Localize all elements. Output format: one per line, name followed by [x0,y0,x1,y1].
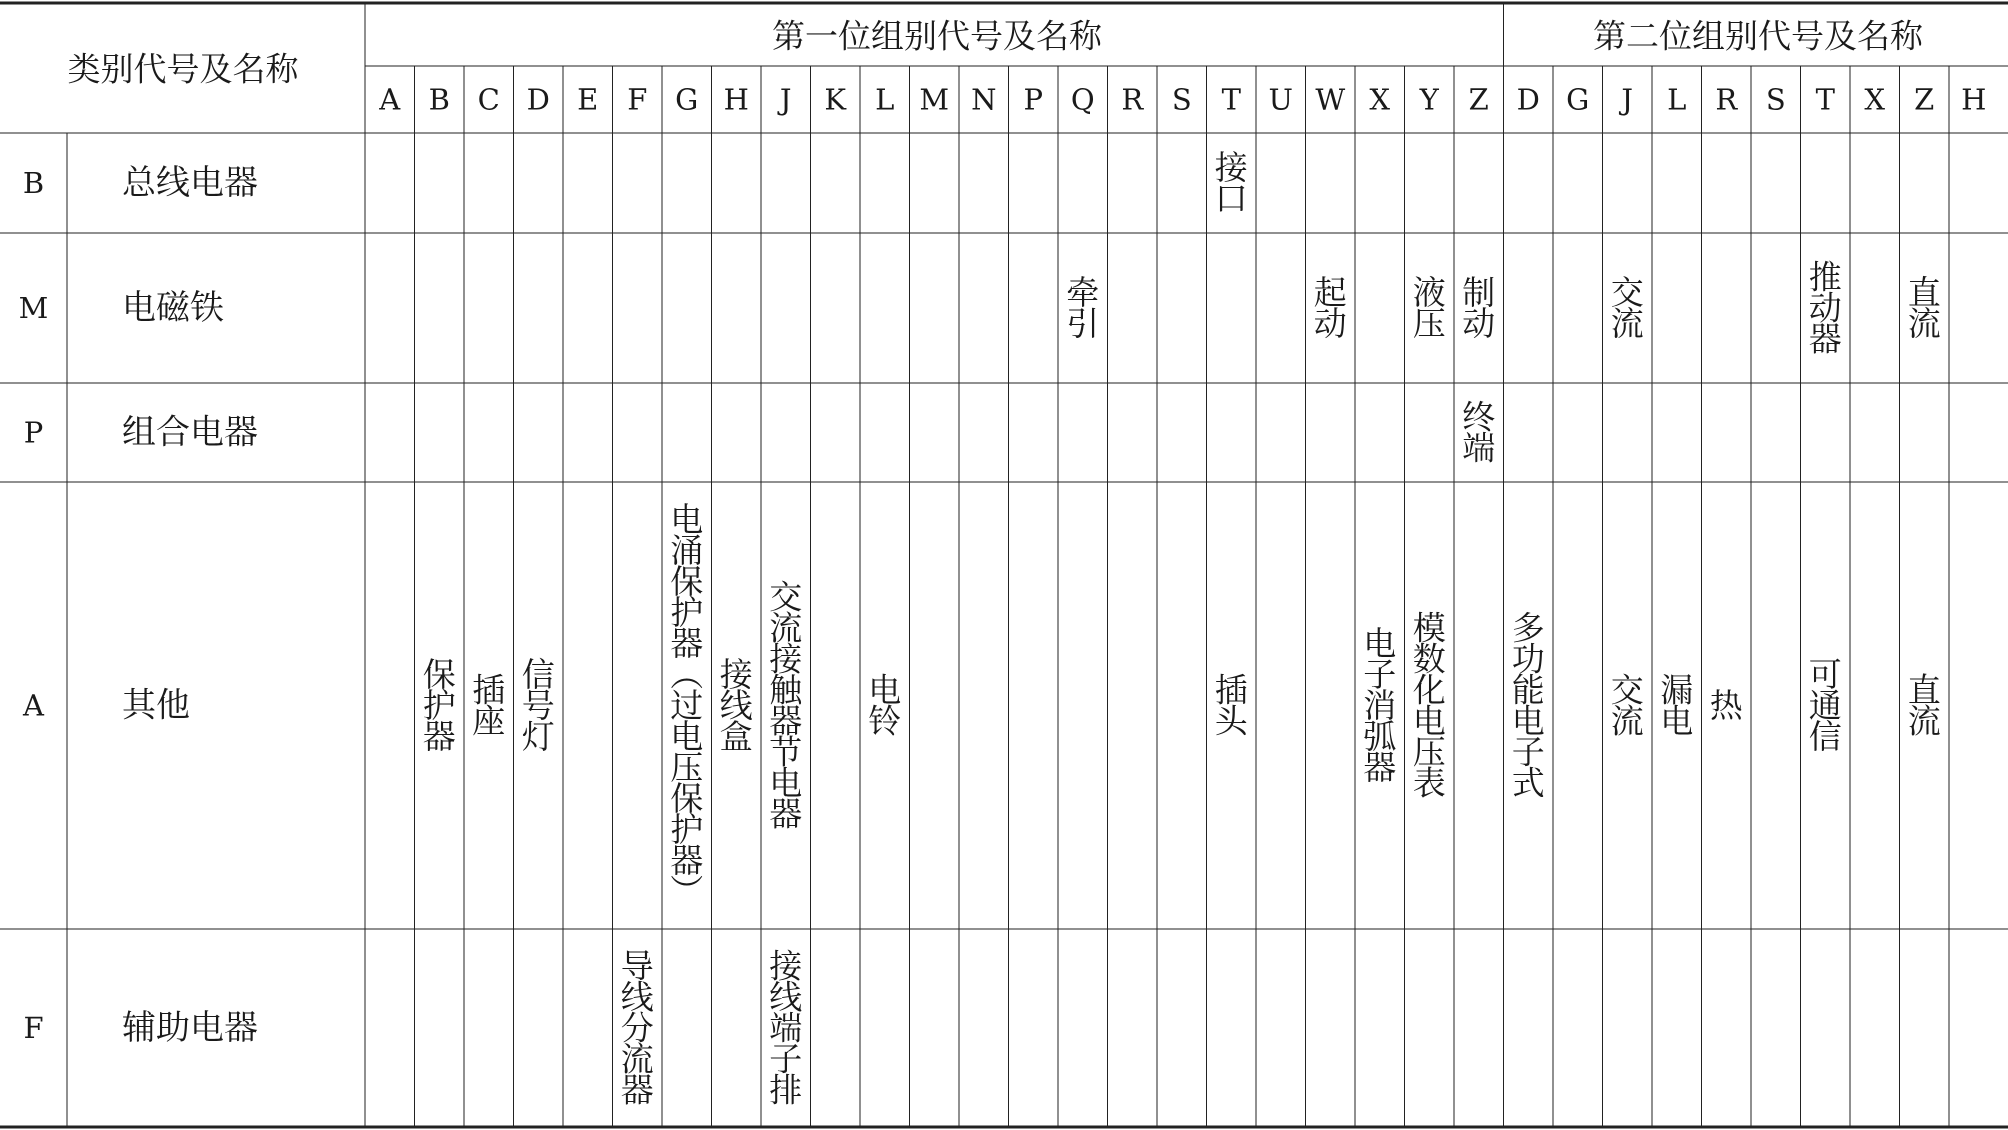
second-letter-d: D [1516,82,1540,117]
category-code-a: A [23,688,44,723]
cell-first-y: 液压 [1412,273,1446,343]
cell-first-y: 模数化电压表 [1412,608,1446,803]
cell-first-j: 交流接触器节电器 [769,577,803,834]
second-letter-g: G [1566,82,1590,117]
table-text-layer [19,17,1987,1110]
second-group-header: 第二位组别代号及名称 [1593,16,1923,56]
first-letter-u: U [1268,82,1293,117]
category-name: 电磁铁 [122,288,224,328]
first-letter-c: C [477,82,500,117]
first-letter-z: Z [1468,82,1489,117]
first-letter-x: X [1369,82,1391,117]
second-letter-l: L [1667,82,1687,117]
cell-first-g: 电涌保护器︵过电压保护器︶ [670,500,704,911]
first-letter-e: E [577,82,599,117]
cell-second-j: 交流 [1610,670,1644,741]
cell-second-t: 推动器 [1808,257,1842,359]
second-letter-j: J [1621,82,1634,117]
table-grid-lines [0,3,2008,1127]
cell-first-z: 制动 [1462,273,1496,343]
cell-second-d: 多功能电子式 [1511,608,1545,803]
cell-first-t: 接口 [1214,148,1248,218]
first-letter-r: R [1121,82,1144,117]
cell-first-f: 导线分流器 [620,946,654,1110]
second-letter-h: H [1961,82,1987,117]
first-letter-y: Y [1419,82,1439,117]
first-letter-q: Q [1070,82,1095,117]
cell-first-x: 电子消弧器 [1363,624,1397,787]
cell-first-h: 接线盒 [719,655,753,756]
cell-first-w: 起动 [1313,273,1347,343]
first-letter-d: D [526,82,550,117]
second-letter-x: X [1864,82,1886,117]
cell-second-l: 漏电 [1660,670,1694,741]
category-name: 其他 [122,685,190,726]
category-name: 辅助电器 [122,1008,258,1048]
first-letter-g: G [675,82,699,117]
first-letter-k: K [824,82,847,117]
first-letter-p: P [1023,82,1044,117]
first-letter-f: F [627,82,648,117]
second-letter-r: R [1715,82,1738,117]
cell-second-z: 直流 [1907,670,1941,741]
second-letter-t: T [1815,82,1835,117]
category-header: 类别代号及名称 [67,49,299,89]
first-letter-w: W [1315,82,1346,117]
cell-first-b: 保护器 [422,655,456,756]
second-letter-s: S [1765,82,1786,117]
first-letter-a: A [379,82,401,117]
category-name: 组合电器 [122,412,258,453]
category-code-p: P [23,415,44,450]
cell-first-z: 终端 [1462,397,1496,468]
first-letter-b: B [428,82,450,117]
cell-first-q: 牵引 [1066,273,1100,343]
category-name: 总线电器 [122,163,258,203]
first-letter-h: H [723,82,749,117]
first-letter-j: J [779,82,792,117]
cell-second-z: 直流 [1907,273,1941,343]
category-code-f: F [23,1011,44,1045]
second-letter-z: Z [1914,82,1935,117]
first-letter-m: M [919,82,950,117]
first-letter-s: S [1171,82,1192,117]
category-code-b: B [22,166,45,200]
cell-second-j: 交流 [1610,273,1644,343]
first-group-header: 第一位组别代号及名称 [772,16,1102,56]
cell-first-c: 插座 [472,670,506,741]
cell-second-r: 热 [1709,686,1743,725]
cell-second-t: 可通信 [1808,655,1842,756]
cell-first-d: 信号灯 [521,655,555,756]
first-letter-l: L [875,82,895,117]
cell-first-l: 电铃 [868,670,902,741]
first-letter-t: T [1221,82,1241,117]
first-letter-n: N [971,82,997,117]
category-code-m: M [18,291,49,325]
cell-first-t: 插头 [1214,670,1248,741]
cell-first-j: 接线端子排 [769,946,803,1110]
